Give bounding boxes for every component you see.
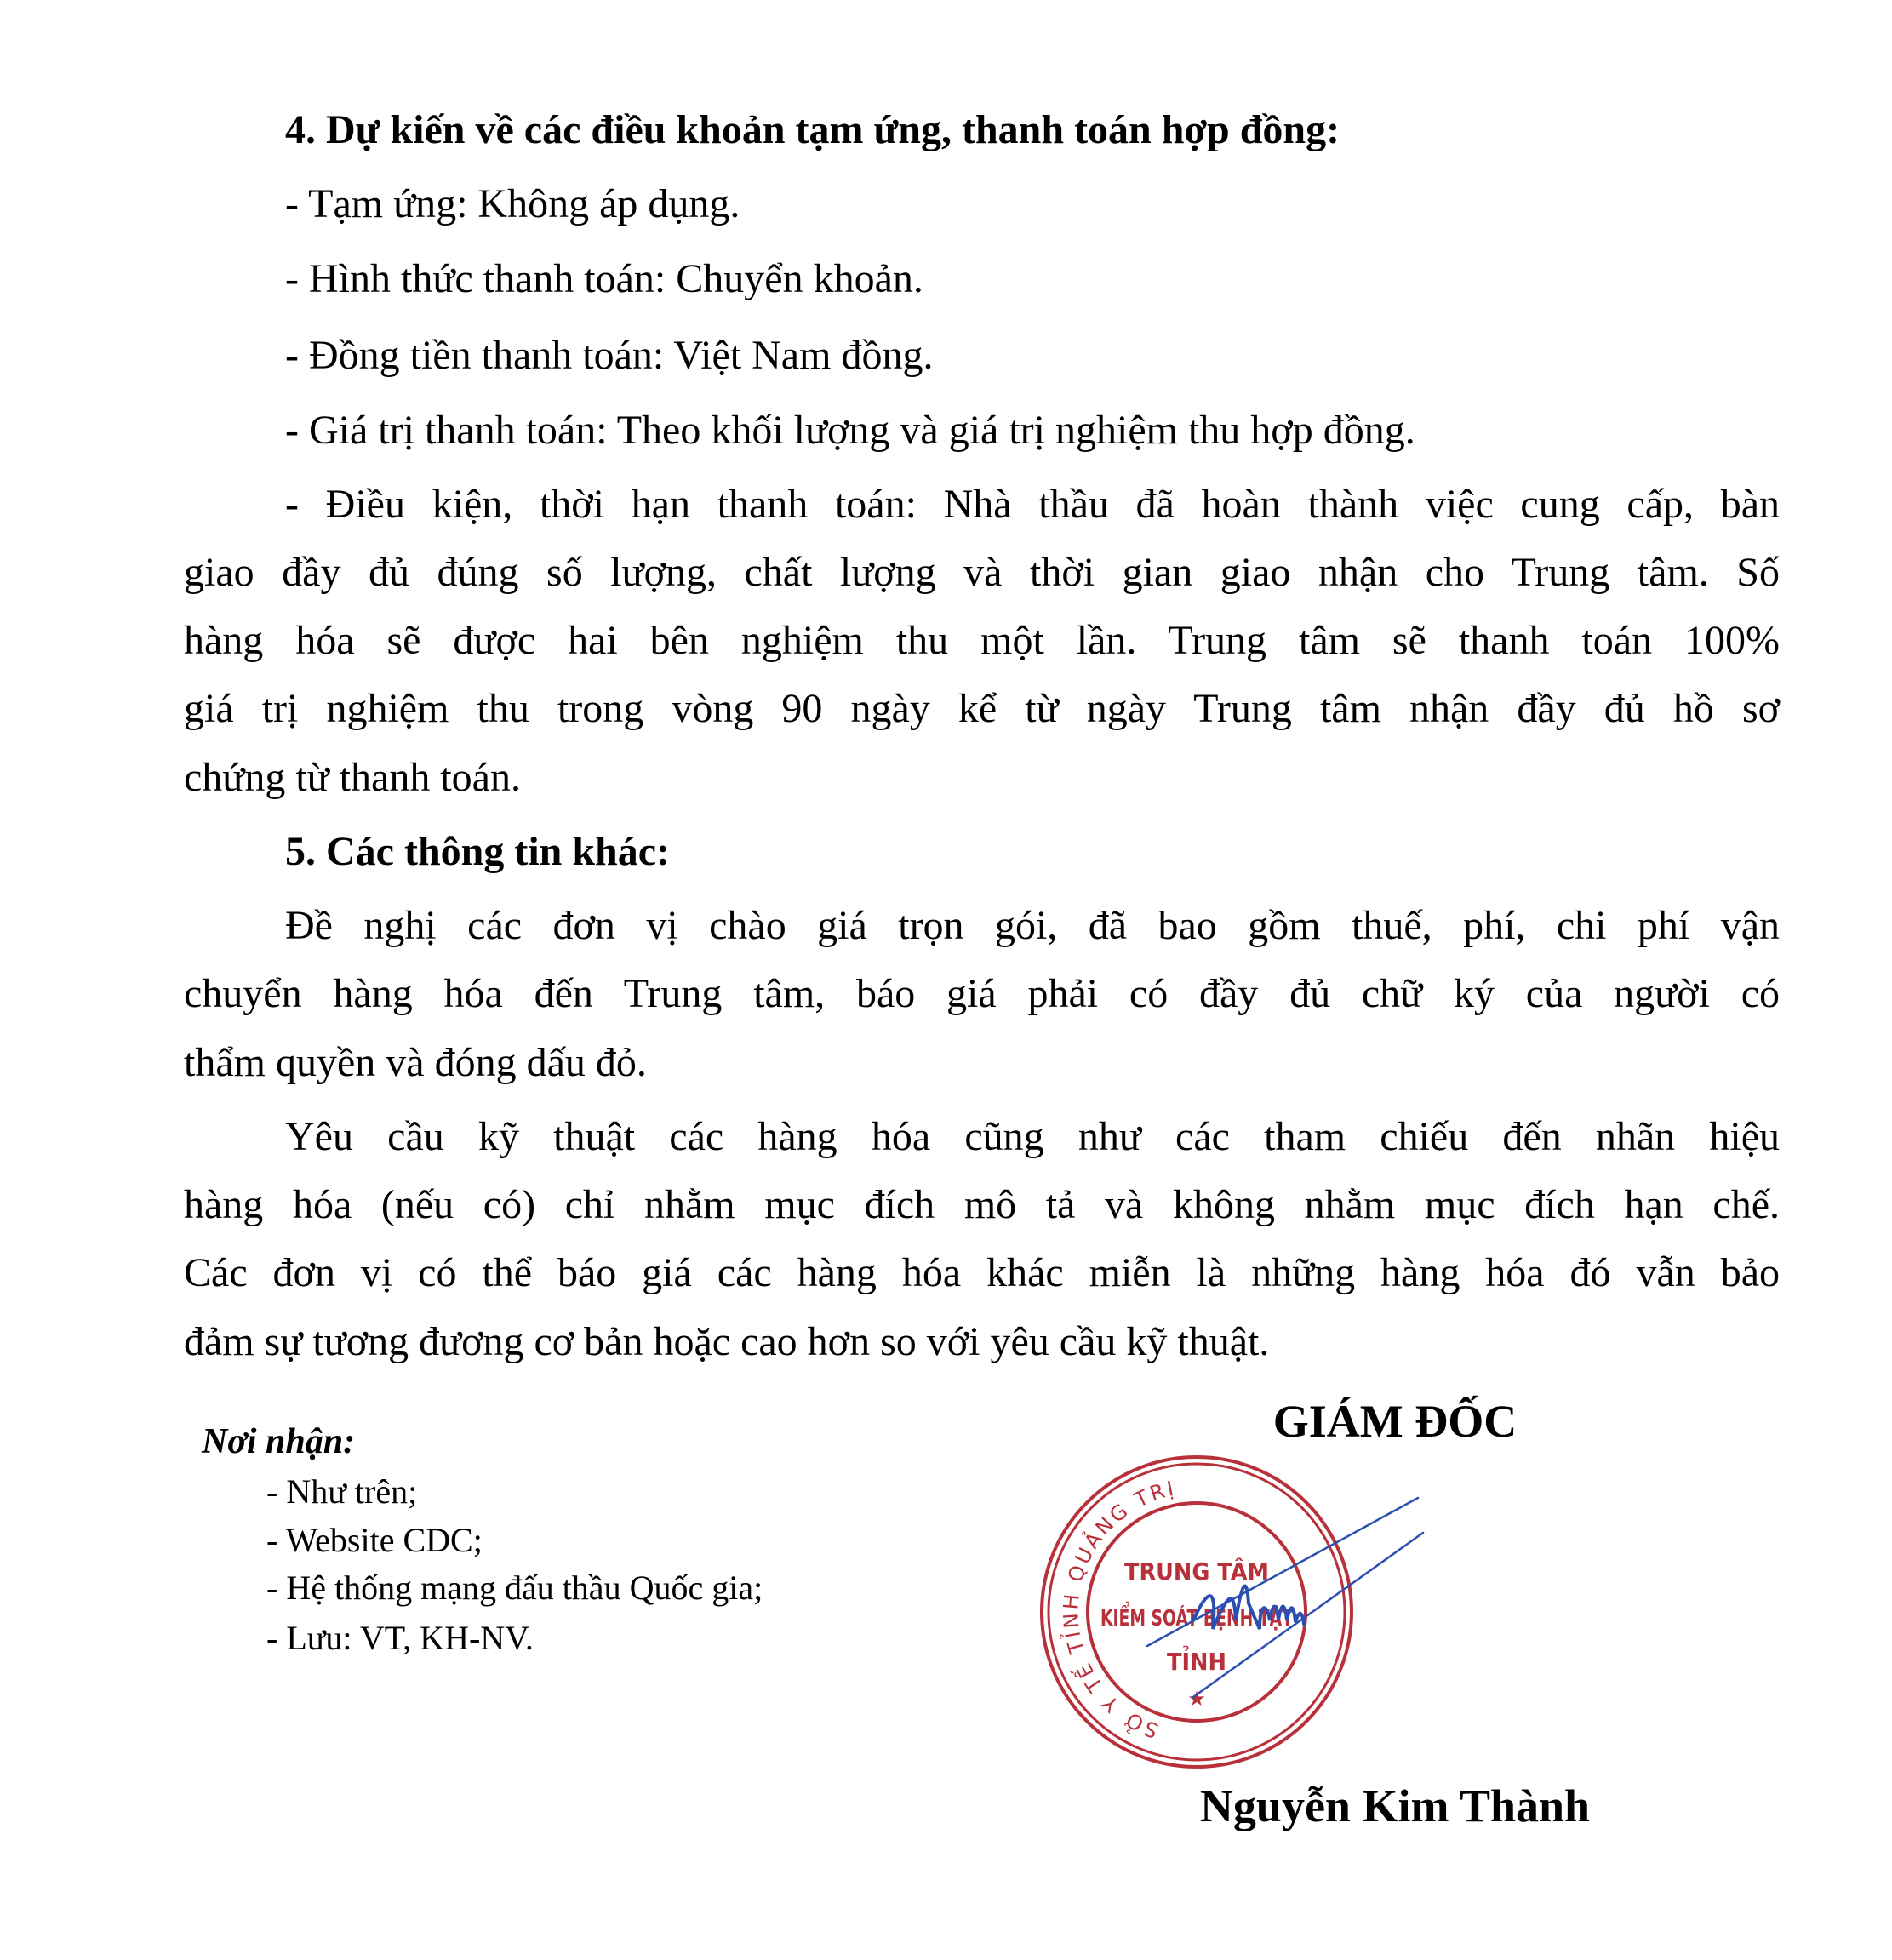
paragraph-line: chuyển hàng hóa đến Trung tâm, báo giá phải có đầy đủ chữ ký của người có — [184, 971, 1780, 1016]
payment-conditions-line: - Điều kiện, thời hạn thanh toán: Nhà thầu đã hoàn thành việc cung cấp, bàn — [285, 482, 1780, 527]
stamp-center-line: TRUNG TÂM — [1124, 1557, 1283, 1586]
signer-position: GIÁM ĐỐC — [1272, 1396, 1518, 1447]
paragraph-line: Đề nghị các đơn vị chào giá trọn gói, đã bao gồm thuế, phí, chi phí vận — [285, 903, 1780, 948]
payment-conditions-line: giao đầy đủ đúng số lượng, chất lượng và thời gian giao nhận cho Trung tâm. Số — [184, 550, 1780, 595]
payment-currency-item: - Đồng tiền thanh toán: Việt Nam đồng. — [285, 333, 934, 378]
paragraph-line: thẩm quyền và đóng dấu đỏ. — [184, 1040, 647, 1085]
payment-value-item: - Giá trị thanh toán: Theo khối lượng và giá trị nghiệm thu hợp đồng. — [285, 408, 1415, 453]
stamp-ring-text: SỞ Y TẾ TỈNH QUẢNG TRỊ — [1059, 1476, 1179, 1743]
payment-conditions-line: giá trị nghiệm thu trong vòng 90 ngày kể từ ngày Trung tâm nhận đầy đủ hồ sơ — [184, 686, 1780, 731]
recipient-item: - Website CDC; — [266, 1521, 483, 1559]
payment-conditions-line: hàng hóa sẽ được hai bên nghiệm thu một lần. Trung tâm sẽ thanh toán 100% — [184, 618, 1780, 663]
payment-method-item: - Hình thức thanh toán: Chuyển khoản. — [285, 256, 923, 301]
recipient-item: - Như trên; — [266, 1472, 418, 1511]
signer-name: Nguyễn Kim Thành — [1199, 1780, 1591, 1831]
recipient-item: - Hệ thống mạng đấu thầu Quốc gia; — [266, 1569, 763, 1607]
paragraph-line: Các đơn vị có thể báo giá các hàng hóa khác miễn là những hàng hóa đó vẫn bảo — [184, 1250, 1780, 1295]
section-4-heading: 4. Dự kiến về các điều khoản tạm ứng, thanh toán hợp đồng: — [285, 107, 1340, 152]
recipient-item: - Lưu: VT, KH-NV. — [266, 1619, 534, 1657]
star-icon: ★ — [1187, 1689, 1206, 1711]
stamp-center-line: TỈNH — [1167, 1648, 1232, 1676]
section-5-heading: 5. Các thông tin khác: — [285, 829, 671, 874]
paragraph-line: hàng hóa (nếu có) chỉ nhằm mục đích mô tả và không nhằm mục đích hạn chế. — [184, 1182, 1780, 1227]
stamp-center-line: KIỂM SOÁT BỆNH TẬT — [1100, 1606, 1368, 1631]
handwritten-signature — [1004, 1374, 1770, 1765]
paragraph-line: đảm sự tương đương cơ bản hoặc cao hơn so với yêu cầu kỹ thuật. — [184, 1319, 1270, 1364]
advance-payment-item: - Tạm ứng: Không áp dụng. — [285, 181, 740, 226]
paragraph-line: Yêu cầu kỹ thuật các hàng hóa cũng như các tham chiếu đến nhãn hiệu — [285, 1114, 1780, 1159]
payment-conditions-line: chứng từ thanh toán. — [184, 755, 521, 800]
recipients-title: Nơi nhận: — [202, 1422, 356, 1461]
